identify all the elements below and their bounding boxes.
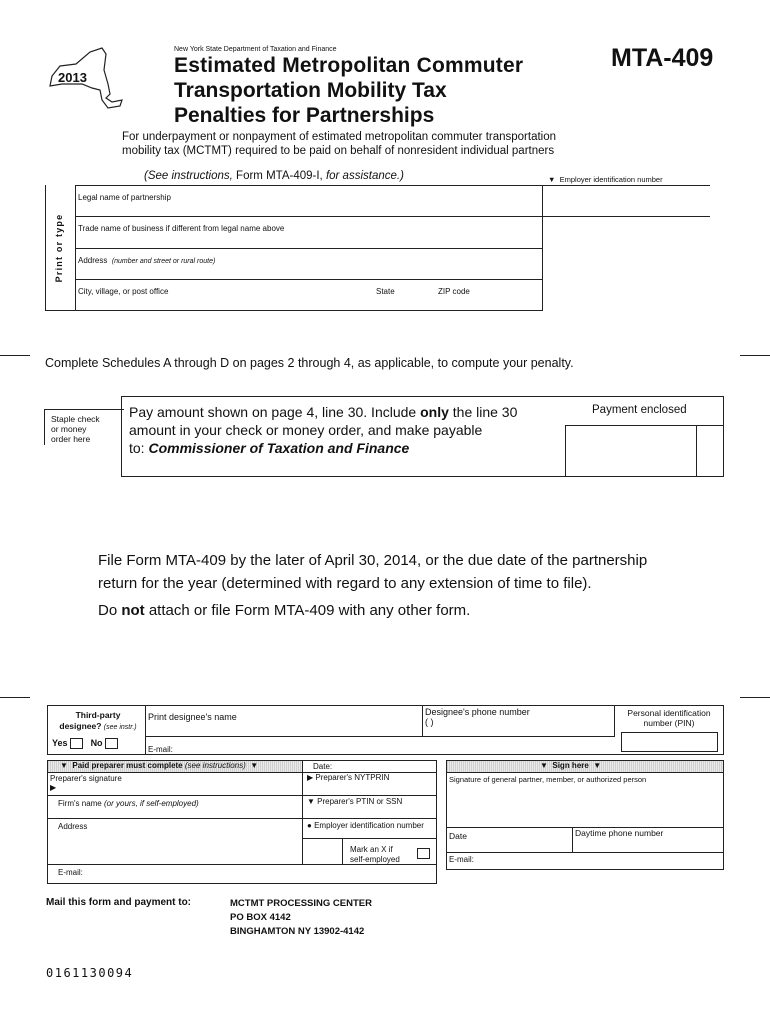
mailing-line2: PO BOX 4142 bbox=[230, 912, 291, 923]
staple-line1: Staple check bbox=[51, 414, 100, 424]
designee-yes-checkbox[interactable] bbox=[70, 738, 83, 749]
fold-mark-right-1 bbox=[740, 355, 770, 356]
do-not-c: attach or file Form MTA-409 with any other form. bbox=[144, 602, 471, 619]
mail-to-label: Mail this form and payment to: bbox=[46, 897, 192, 908]
zip-label: ZIP code bbox=[438, 287, 470, 296]
mailing-line3: BINGHAMTON NY 13902-4142 bbox=[230, 926, 365, 937]
staple-area bbox=[44, 409, 124, 445]
ptin-label: Preparer's PTIN or SSN bbox=[317, 797, 403, 806]
form-title-line2: Transportation Mobility Tax bbox=[174, 79, 447, 102]
address-hint: (number and street or rural route) bbox=[111, 258, 216, 265]
pin-label-line1: Personal identification bbox=[627, 708, 711, 718]
right-arrow-icon: ▶ bbox=[50, 783, 57, 792]
sign-date-field[interactable] bbox=[449, 829, 569, 851]
tax-year: 2013 bbox=[58, 70, 87, 85]
preparer-header-label: Paid preparer must complete bbox=[72, 761, 183, 770]
designee-phone-label: Designee's phone number bbox=[425, 707, 530, 717]
trade-name-label: Trade name of business if different from legal name above bbox=[78, 224, 285, 233]
down-arrow-icon: ▼ bbox=[540, 761, 548, 770]
fold-mark-left-1 bbox=[0, 355, 30, 356]
designee-pin-field[interactable] bbox=[621, 732, 718, 752]
pay-instructions bbox=[129, 403, 517, 457]
preparer-address-field[interactable] bbox=[58, 822, 300, 864]
ein-field[interactable] bbox=[545, 187, 710, 215]
firm-name-hint: (or yours, if self-employed) bbox=[104, 799, 199, 808]
trade-name-field[interactable] bbox=[78, 218, 540, 247]
fold-mark-left-2 bbox=[0, 697, 30, 698]
designee-label-line2: designee? bbox=[59, 721, 102, 731]
preparer-email-label: E-mail: bbox=[58, 868, 83, 877]
see-instructions-form: Form MTA-409-I, bbox=[232, 170, 326, 182]
city-label: City, village, or post office bbox=[78, 287, 169, 296]
designee-name-field[interactable] bbox=[148, 707, 420, 735]
daytime-phone-field[interactable] bbox=[575, 828, 721, 850]
address-label: Address bbox=[78, 256, 108, 265]
designee-email-field[interactable] bbox=[148, 739, 608, 753]
department-name: New York State Department of Taxation and Finance bbox=[174, 46, 337, 53]
ptin-field[interactable] bbox=[304, 797, 436, 817]
city-field[interactable] bbox=[78, 281, 374, 309]
preparer-ein-label: Employer identification number bbox=[314, 821, 424, 830]
right-arrow-icon: ▶ bbox=[307, 773, 314, 782]
zip-field[interactable] bbox=[438, 281, 540, 309]
subtitle-line2: mobility tax (MCTMT) required to be paid on behalf of nonresident individual partners bbox=[122, 145, 555, 157]
sign-here-label: Sign here bbox=[552, 761, 589, 770]
preparer-nytprin-field[interactable] bbox=[304, 773, 436, 793]
designee-phone-parens: ( ) bbox=[425, 717, 434, 727]
pay-line1-c: the line 30 bbox=[448, 404, 518, 420]
self-employed-checkbox[interactable] bbox=[417, 848, 430, 859]
firm-name-field[interactable] bbox=[58, 799, 300, 817]
file-deadline-text bbox=[98, 549, 647, 595]
partner-signature-field[interactable] bbox=[449, 775, 721, 825]
designee-hint: (see instr.) bbox=[103, 724, 137, 731]
down-arrow-icon: ▼ bbox=[307, 797, 315, 806]
legal-name-field[interactable] bbox=[78, 187, 540, 215]
down-arrow-icon: ▼ bbox=[548, 175, 556, 184]
do-not-b: not bbox=[121, 602, 145, 619]
payment-enclosed-label: Payment enclosed bbox=[592, 404, 687, 416]
pay-line3-a: to: bbox=[129, 440, 149, 456]
pay-line1-b: only bbox=[420, 404, 449, 420]
staple-line2: or money bbox=[51, 424, 87, 434]
ein-header bbox=[548, 175, 663, 184]
preparer-header bbox=[60, 761, 258, 770]
complete-schedules-text: Complete Schedules A through D on pages 2 through 4, as applicable, to compute your penalty. bbox=[45, 356, 574, 370]
address-field[interactable] bbox=[78, 250, 540, 278]
self-employed-line2: self-employed bbox=[350, 855, 400, 864]
self-employed-line1: Mark an X if bbox=[350, 845, 393, 854]
designee-yes-no bbox=[52, 738, 118, 749]
mailing-address bbox=[230, 897, 372, 939]
designee-phone-field[interactable] bbox=[425, 707, 613, 735]
designee-pin-label bbox=[616, 708, 722, 728]
designee-email-label: E-mail: bbox=[148, 745, 173, 754]
state-field[interactable] bbox=[376, 281, 436, 309]
yes-label: Yes bbox=[52, 738, 68, 748]
designee-label-line1: Third-party bbox=[75, 710, 121, 720]
mailing-line1: MCTMT PROCESSING CENTER bbox=[230, 898, 372, 909]
preparer-signature-label: Preparer's signature bbox=[50, 774, 122, 783]
sign-email-field[interactable] bbox=[449, 855, 721, 869]
see-instructions-prefix: (See instructions, bbox=[144, 170, 233, 182]
designee-no-checkbox[interactable] bbox=[105, 738, 118, 749]
preparer-ein-field[interactable] bbox=[304, 821, 436, 839]
firm-name-label: Firm's name bbox=[58, 799, 102, 808]
form-title-line1: Estimated Metropolitan Commuter bbox=[174, 54, 524, 77]
designee-label bbox=[52, 710, 144, 733]
pay-line1-a: Pay amount shown on page 4, line 30. Include bbox=[129, 404, 421, 420]
see-instructions bbox=[144, 170, 404, 182]
ein-label: Employer identification number bbox=[559, 175, 663, 184]
preparer-email-field[interactable] bbox=[58, 868, 436, 882]
self-employed-label bbox=[350, 845, 400, 865]
subtitle-line1: For underpayment or nonpayment of estimated metropolitan commuter transportation bbox=[122, 131, 557, 143]
payment-enclosed-field[interactable] bbox=[565, 425, 724, 477]
print-or-type-label: Print or type bbox=[54, 213, 64, 283]
no-label: No bbox=[90, 738, 103, 748]
scan-code: 0161130094 bbox=[46, 966, 134, 980]
sign-here-header bbox=[540, 761, 601, 770]
pin-label-line2: number (PIN) bbox=[643, 718, 695, 728]
do-not-attach-text bbox=[98, 602, 470, 619]
nytprin-label: Preparer's NYTPRIN bbox=[315, 773, 390, 782]
fold-mark-right-2 bbox=[740, 697, 770, 698]
form-title-line3: Penalties for Partnerships bbox=[174, 104, 435, 127]
pay-line2: amount in your check or money order, and make payable bbox=[129, 422, 483, 438]
file-line2: return for the year (determined with regard to any extension of time to file). bbox=[98, 575, 592, 592]
bullet-icon: ● bbox=[307, 821, 312, 830]
down-arrow-icon: ▼ bbox=[60, 761, 68, 770]
sign-date-label: Date bbox=[449, 831, 467, 841]
sign-email-label: E-mail: bbox=[449, 855, 474, 864]
preparer-address-label: Address bbox=[58, 822, 88, 831]
designee-name-label: Print designee's name bbox=[148, 712, 237, 722]
see-instructions-suffix: for assistance.) bbox=[325, 170, 404, 182]
preparer-date-label: Date: bbox=[313, 762, 333, 771]
preparer-header-hint: (see instructions) bbox=[184, 761, 246, 770]
payee-name: Commissioner of Taxation and Finance bbox=[148, 440, 410, 456]
preparer-signature-field[interactable] bbox=[50, 774, 300, 794]
file-line1: File Form MTA-409 by the later of April 30, 2014, or the due date of the partnership bbox=[98, 552, 648, 569]
form-number: MTA-409 bbox=[611, 44, 714, 72]
legal-name-label: Legal name of partnership bbox=[78, 193, 171, 202]
staple-line3: order here bbox=[51, 434, 91, 444]
state-label: State bbox=[376, 287, 395, 296]
ny-state-map-icon bbox=[42, 44, 132, 110]
partner-signature-label: Signature of general partner, member, or authorized person bbox=[449, 775, 647, 784]
do-not-a: Do bbox=[98, 602, 122, 619]
daytime-phone-label: Daytime phone number bbox=[575, 828, 664, 838]
down-arrow-icon: ▼ bbox=[250, 761, 259, 770]
down-arrow-icon: ▼ bbox=[593, 761, 602, 770]
